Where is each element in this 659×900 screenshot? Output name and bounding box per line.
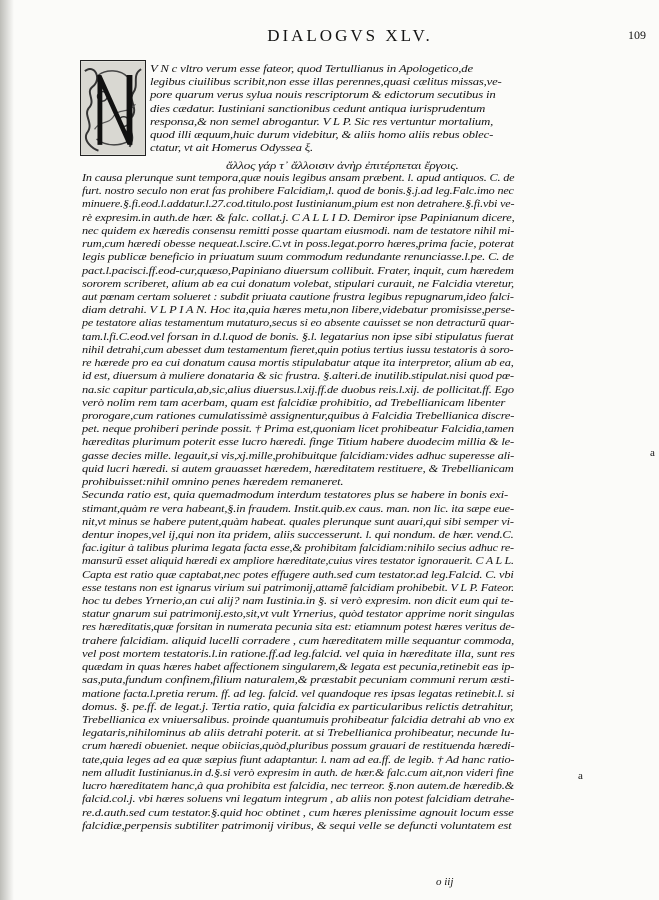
text-line: fac.igitur à talibus plurima legata facta esse,& prohibitam falcidiam:nihilo secius adhuc re-: [82, 543, 514, 555]
text-line: rè expresim.in auth.de hær. & falc. collat.j. C A L L I D. Demiror ipse Papinianum dicere,: [82, 212, 515, 224]
text-line: tam.l.fi.C.eod.vel forsan in d.l.quod de bonis. §.l. legatarius non ipse sibi stipulatus fuerat: [82, 331, 514, 343]
text-line: ἄλλος γάρ τ᾽ ἄλλοισιν ἀνὴρ ἐπιτέρπεται ἔργοις.: [226, 161, 459, 172]
text-line: pet. neque prohiberi perinde possit. † Prima est,quoniam licet prohibeatur Falcidia,tamen: [82, 424, 514, 436]
text-line: dentur inopes,vel ij,qui non ita pridem, aliis successerunt. l. qui nondum. de hær. vend.C.: [82, 529, 514, 541]
text-line: trahere falcidiam. aliquid lucelli corradere , cum hæreditatem mille sequantur commoda,: [82, 635, 515, 647]
text-line: quædam in quas hæres habet affectionem singularem,& legata est pecunia,retinebit eas ip-: [82, 662, 515, 674]
text-line: diam detrahi. V L P I A N. Hoc ita,quia hæres metu,non libere,videbatur promisisse,perse-: [82, 305, 515, 317]
running-title: DIALOGVS XLV.: [267, 26, 433, 45]
text-line: dies cædatur. Iustiniani sanctionibus cedunt antiqua iurisprudentum: [150, 103, 486, 115]
text-line: na.sic capitur particula,ab,sic,alius diuersus.l.xij.ff.de duobus reis.l.xij. de pollicitat.ff. Ego: [82, 384, 514, 396]
text-line: V N c vltro verum esse fateor, quod Tertullianus in Apologetico,de: [150, 64, 473, 75]
signature-mark: o iij: [436, 876, 454, 888]
text-line: vel post mortem testatoris.l.in ratione.ff.ad leg.falcid. vel quia in hæreditate illa, sunt res: [82, 648, 515, 660]
text-line: quid lucri hæredi. si autem grauasset hæredem, hæreditatem restituere, & Trebellianicam: [82, 463, 514, 475]
text-line: hæreditas plurimum poterit esse lucro hæredi. finge Titium habere duodecim millia & le-: [82, 437, 515, 449]
text-line: res hæreditatis,quæ forsitan in numerata pecunia sita est: etiamnum potest hæres veritus de-: [82, 622, 515, 634]
text-line: nit,vt minus se habere putent,quàm habeat. quales plerunque sunt auari,qui sibi semper vi-: [82, 516, 514, 528]
text-line: crum hæredi obueniet. neque obiicias,quòd,pluribus possum grauari de restituenda hæredi-: [82, 741, 515, 753]
text-line: pore quarum verus sylua nouis rescriptorum & edictorum secutibus in: [150, 90, 496, 102]
text-line: legibus ciuilibus scribit,non esse illas perennes,quasi cælitus missas,ve-: [150, 77, 502, 89]
text-line: matione facta.l.pretia rerum. ff. ad leg. falcid. vel quandoque res ipsas legatas retinebit.l. si: [82, 688, 515, 700]
text-line: tate,quia leges ad ea quæ sæpius fiunt adaptantur. l. nam ad ea.ff. de legib. † Ad hanc ratio-: [82, 754, 515, 766]
text-line: falcid.col.j. vbi hæres soluens vni legatum integrum , ab aliis non potest falcidiam detrahe-: [82, 794, 515, 806]
text-line: sororem scriberet, alium ab ea cui donatum volebat, stipulari curauit, ne Falcidia vteretur,: [82, 278, 514, 290]
text-line: stimant,quàm re vera habeant,§.in fraudem. Instit.quib.ex caus. man. non lic. ita sæpe eue-: [82, 503, 514, 515]
text-line: legis publicæ beneficio in priuatum suum commodum redundante renunciasse.l.pe. C. de: [82, 252, 514, 264]
text-line: legataris,nihilominus ab aliis detrahi poterit. at si Trebellianica prohibeatur, necunde lu-: [82, 728, 515, 740]
text-line: nec quidem ex hæredis consensu remitti posse quartam eiusmodi. nam de testatore nihil mi-: [82, 225, 515, 237]
text-line: minuere.§.fi.eod.l.addatur.l.27.cod.titulo.post Iustinianum,pium est non detrahere.§.fi.vbi ve-: [82, 199, 515, 211]
text-line: rum,cum hæredi obesse nequeat.l.scire.C.vt in poss.legat.porro hæres,prima facie, poterat: [82, 239, 514, 251]
margin-note-mark: a: [650, 447, 655, 459]
text-line: sas,puta,fundum confinem,filium naturalem,& præstabit pecuniam communi rerum æsti-: [82, 675, 515, 687]
text-line: aut pœnam certam solueret : subdit priuata cautione frustra legibus repugnarum,ideo falci-: [82, 291, 514, 303]
text-line: In causa plerunque sunt tempora,quæ nouis legibus ansam præbent. l. apud antiquos. C. de: [82, 173, 515, 184]
text-line: re.d.auth.sed cum testator.§.quid hoc obtinet , cum hæres plenissime agnouit locum esse: [82, 807, 514, 819]
text-line: Secunda ratio est, quia quemadmodum interdum testatores plus se habere in bonis exi-: [82, 490, 509, 502]
text-line: statur gnarum sui patrimonij.esto,sit,vt vult Yrnerius, quòd testator apprime norit singulas: [82, 609, 515, 621]
text-line: esse testans non est ignarus virium sui patrimonij,attamẽ falcidiam prohibebit. V L P. Fateor.: [82, 582, 515, 594]
text-line: responsa,& non semel abrogantur. V L P. Sic res vertuntur mortalium,: [150, 116, 494, 128]
text-line: mansurũ esset aliquid hæredi ex ampliore hæreditate,cuius vires testator ignorauerit. C A L L.: [82, 556, 514, 568]
text-line: verò nolim rem tam acerbam, quam est falcidiæ prohibitio, ad Trebellianicam libenter: [82, 397, 506, 409]
text-line: hoc tu debes Yrnerio,an cui alij? nam Iustinia.in §. si verò expresim. non dicit eum qui te-: [82, 596, 514, 608]
text-line: nihil detrahi,cum abesset dum testamentum fieret,quin potius tertius iussu testatoris à soro-: [82, 344, 514, 356]
text-line: gasse decies mille. legauit,si vis,xj.mille,prohibuitque falcidiam:vides adhuc superesse ali-: [82, 450, 515, 462]
text-line: domus. §. pe.ff. de legat.j. Tertia ratio, quia falcidia ex particularibus relictis detrahitur,: [82, 701, 514, 713]
text-line: prohibuisset:nihil omnino penes hæredem remaneret.: [82, 477, 344, 489]
text-line: quod illi æquum,huic durum videbitur, & aliis homo aliis rebus oblec-: [150, 130, 494, 141]
text-line: falcidiæ,perpensis subtiliter patrimonij viribus, & sequi velle se defuncti voluntatem est: [82, 820, 512, 832]
text-line: furt. nostro seculo non erat fas prohibere Falcidiam,l. quod de bonis.§.j.ad leg.Falc.imo nec: [82, 186, 514, 198]
text-line: Trebellianica ex vniuersalibus. proinde quantumuis prohibeatur falcidia detrahi ab vno ex: [82, 715, 515, 727]
text-line: ctatur, vt ait Homerus Odyssea ξ.: [150, 143, 314, 155]
page-number: 109: [628, 28, 646, 42]
text-line: lucro hæreditatem hanc,à qua prohibita est falcidia, nec terreor. §.non autem.de hæredib.&: [82, 781, 514, 793]
text-line: pe testatore alias testamentum mutaturo,secus si eo absente cauisset se non detracturũ quar-: [82, 318, 515, 330]
text-line: nem alludit Iustinianus.in d.§.si verò expresim in auth. de hær.& falc.cum ait,non videri fine: [82, 767, 514, 779]
text-line: Capta est ratio quæ captabat,nec potes effugere auth.sed cum testator.ad leg.Falcid. C. vbi: [82, 569, 514, 581]
margin-note-mark: a: [578, 770, 583, 782]
text-line: pact.l.pacisci.ff.eod-cur,quæso,Papiniano diuersum collibuit. Frater, inquit, cum hæredem: [82, 265, 514, 277]
text-line: id est, diuersum à muliere donataria & sic frustra. §.alteri.de inutilib.stipulat.nisi quod pœ-: [82, 371, 514, 383]
text-line: re hærede pro ea cui donatum causa mortis stipulabatur atque ita interpretor, alium ab ea,: [82, 358, 514, 370]
text-line: prorogare,cum rationes cumulatissimè assignentur,quibus à Falcidia Trebellianica discre-: [82, 410, 515, 422]
